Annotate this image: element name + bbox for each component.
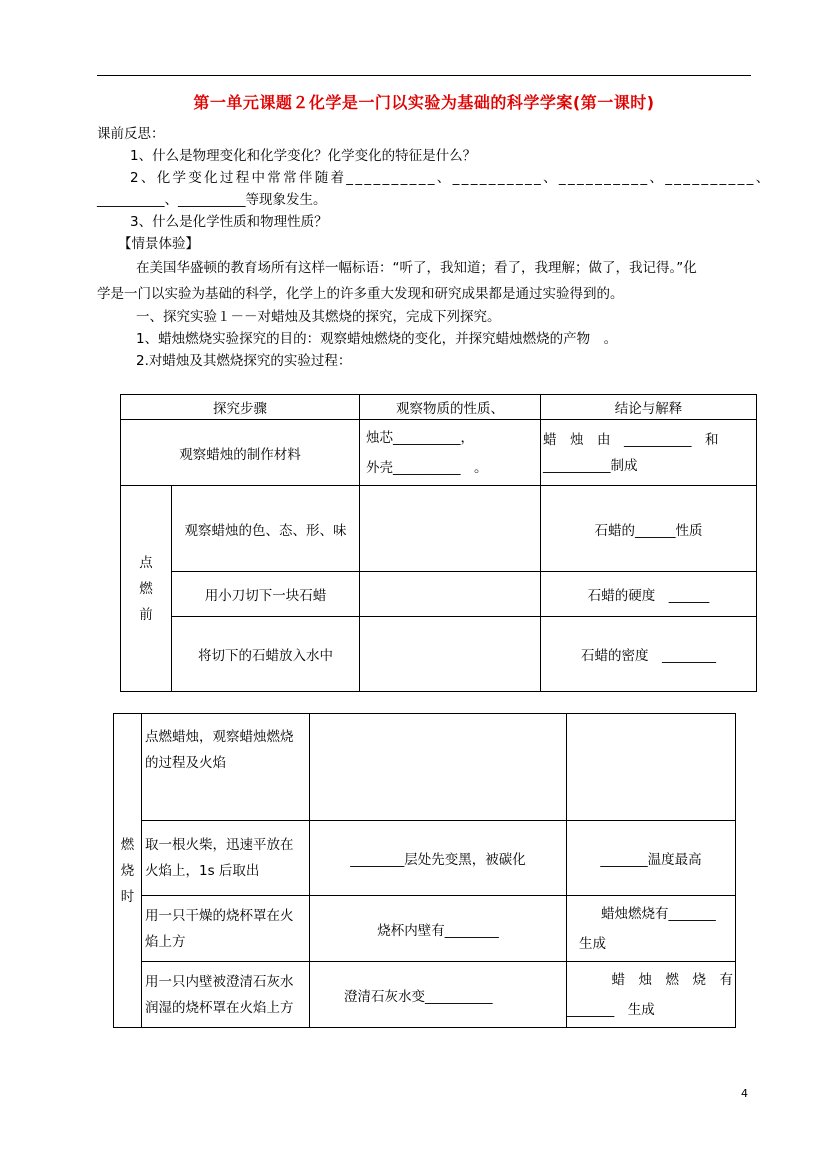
- page-title: 第一单元课题２化学是一门以实验为基础的科学学案(第一课时): [193, 93, 655, 112]
- step-material: 观察蜡烛的制作材料: [121, 420, 360, 486]
- header-step: 探究步骤: [121, 395, 360, 420]
- conclusion-material-line-1: 蜡 烛 由 __________ 和: [543, 431, 719, 448]
- header-observation: 观察物质的性质、: [360, 395, 541, 420]
- scenario-paragraph-line-1: 在美国华盛顿的教育场所有这样一幅标语：“听了，我知道；看了，我理解；做了，我记得。”化: [136, 260, 697, 276]
- step-dry-beaker: [142, 896, 310, 962]
- step-limewater-beaker: [142, 962, 310, 1028]
- observation-limewater: 澄清石灰水变__________: [310, 962, 567, 1028]
- observation-charred-layer: ________层处先变黑，被碳化: [310, 821, 567, 896]
- step-line: 取一根火柴，迅速平放在: [145, 837, 294, 853]
- step-match-in-flame: [142, 821, 310, 896]
- burning-label: 燃 烧 时: [114, 714, 142, 1028]
- question-2-line-1: 2、化学变化过程中常常伴随着__________、__________、__________、__________、: [130, 170, 772, 186]
- conclusion-product-1: [567, 896, 736, 962]
- header-conclusion: 结论与解释: [541, 395, 757, 420]
- observation-empty: [360, 572, 541, 617]
- conclusion-hottest-layer: _______温度最高: [567, 821, 736, 896]
- experiment-title: 一、探究实验１－－对蜡烛及其燃烧的探究，完成下列探究。: [136, 309, 501, 325]
- experiment-purpose: 1、蜡烛燃烧实验探究的目的：观察蜡烛燃烧的变化，并探究蜡烛燃烧的产物 。: [136, 331, 618, 347]
- step-line: 润湿的烧杯罩在火焰上方: [145, 999, 294, 1016]
- step-observe-color: 观察蜡烛的色、态、形、味: [172, 486, 360, 572]
- question-1: 1、什么是物理变化和化学变化？化学变化的特征是什么？: [130, 148, 477, 164]
- table-row: [121, 572, 757, 617]
- conclusion-line: _______ 生成: [567, 1001, 655, 1018]
- experiment-table-2: [113, 713, 736, 1028]
- conclusion-line: 蜡烛燃烧有_______: [601, 905, 716, 922]
- step-wax-in-water: 将切下的石蜡放入水中: [172, 617, 360, 692]
- conclusion-product-2: [567, 962, 736, 1028]
- table-header-row: [121, 395, 757, 420]
- page-number: 4: [741, 1087, 748, 1100]
- conclusion-hardness: 石蜡的硬度 ______: [541, 572, 757, 617]
- observation-empty: [360, 486, 541, 572]
- conclusion-material-line-2: __________制成: [543, 457, 638, 474]
- experiment-table-1: [120, 394, 757, 692]
- scenario-heading: 【情景体验】: [118, 236, 199, 252]
- conclusion-line: 生成: [579, 935, 606, 952]
- table-row: [114, 714, 736, 821]
- header-rule: [97, 75, 751, 76]
- table-row: [114, 896, 736, 962]
- observation-empty: [360, 617, 541, 692]
- pre-reflection-heading: 课前反思：: [97, 126, 165, 142]
- before-ignition-label: 点 燃 前: [121, 486, 172, 692]
- table-row: [121, 486, 757, 572]
- question-2-line-2: __________、__________等现象发生。: [97, 192, 327, 208]
- step-line: 的过程及火焰: [145, 755, 226, 771]
- conclusion-line: 蜡 烛 燃 烧 有: [611, 971, 733, 988]
- step-ignite-candle: [142, 714, 310, 821]
- conclusion-density: 石蜡的密度 ________: [541, 617, 757, 692]
- conclusion-material: [541, 420, 757, 486]
- conclusion-property: 石蜡的______性质: [541, 486, 757, 572]
- step-line: 火焰上，1s 后取出: [145, 863, 260, 879]
- observation-material: [360, 420, 541, 486]
- table-row: [114, 821, 736, 896]
- observation-beaker-wall: 烧杯内壁有________: [310, 896, 567, 962]
- scenario-paragraph-line-2: 学是一门以实验为基础的科学，化学上的许多重大发现和研究成果都是通过实验得到的。: [97, 286, 624, 302]
- step-line: 点燃蜡烛，观察蜡烛燃烧: [145, 729, 294, 745]
- conclusion-empty: [567, 714, 736, 821]
- step-cut-wax: 用小刀切下一块石蜡: [172, 572, 360, 617]
- table-row-material: [121, 420, 757, 486]
- step-line: 用一只内壁被澄清石灰水: [145, 973, 294, 990]
- question-3: 3、什么是化学性质和物理性质？: [130, 214, 328, 230]
- observation-wick: 烛芯__________，: [366, 429, 474, 446]
- observation-empty: [310, 714, 567, 821]
- table-row: [114, 962, 736, 1028]
- experiment-process: 2.对蜡烛及其燃烧探究的实验过程：: [136, 353, 352, 369]
- step-line: 用一只干燥的烧杯罩在火: [145, 907, 294, 924]
- table-row: [121, 617, 757, 692]
- observation-shell: 外壳__________ 。: [366, 459, 488, 476]
- step-line: 焰上方: [145, 933, 186, 950]
